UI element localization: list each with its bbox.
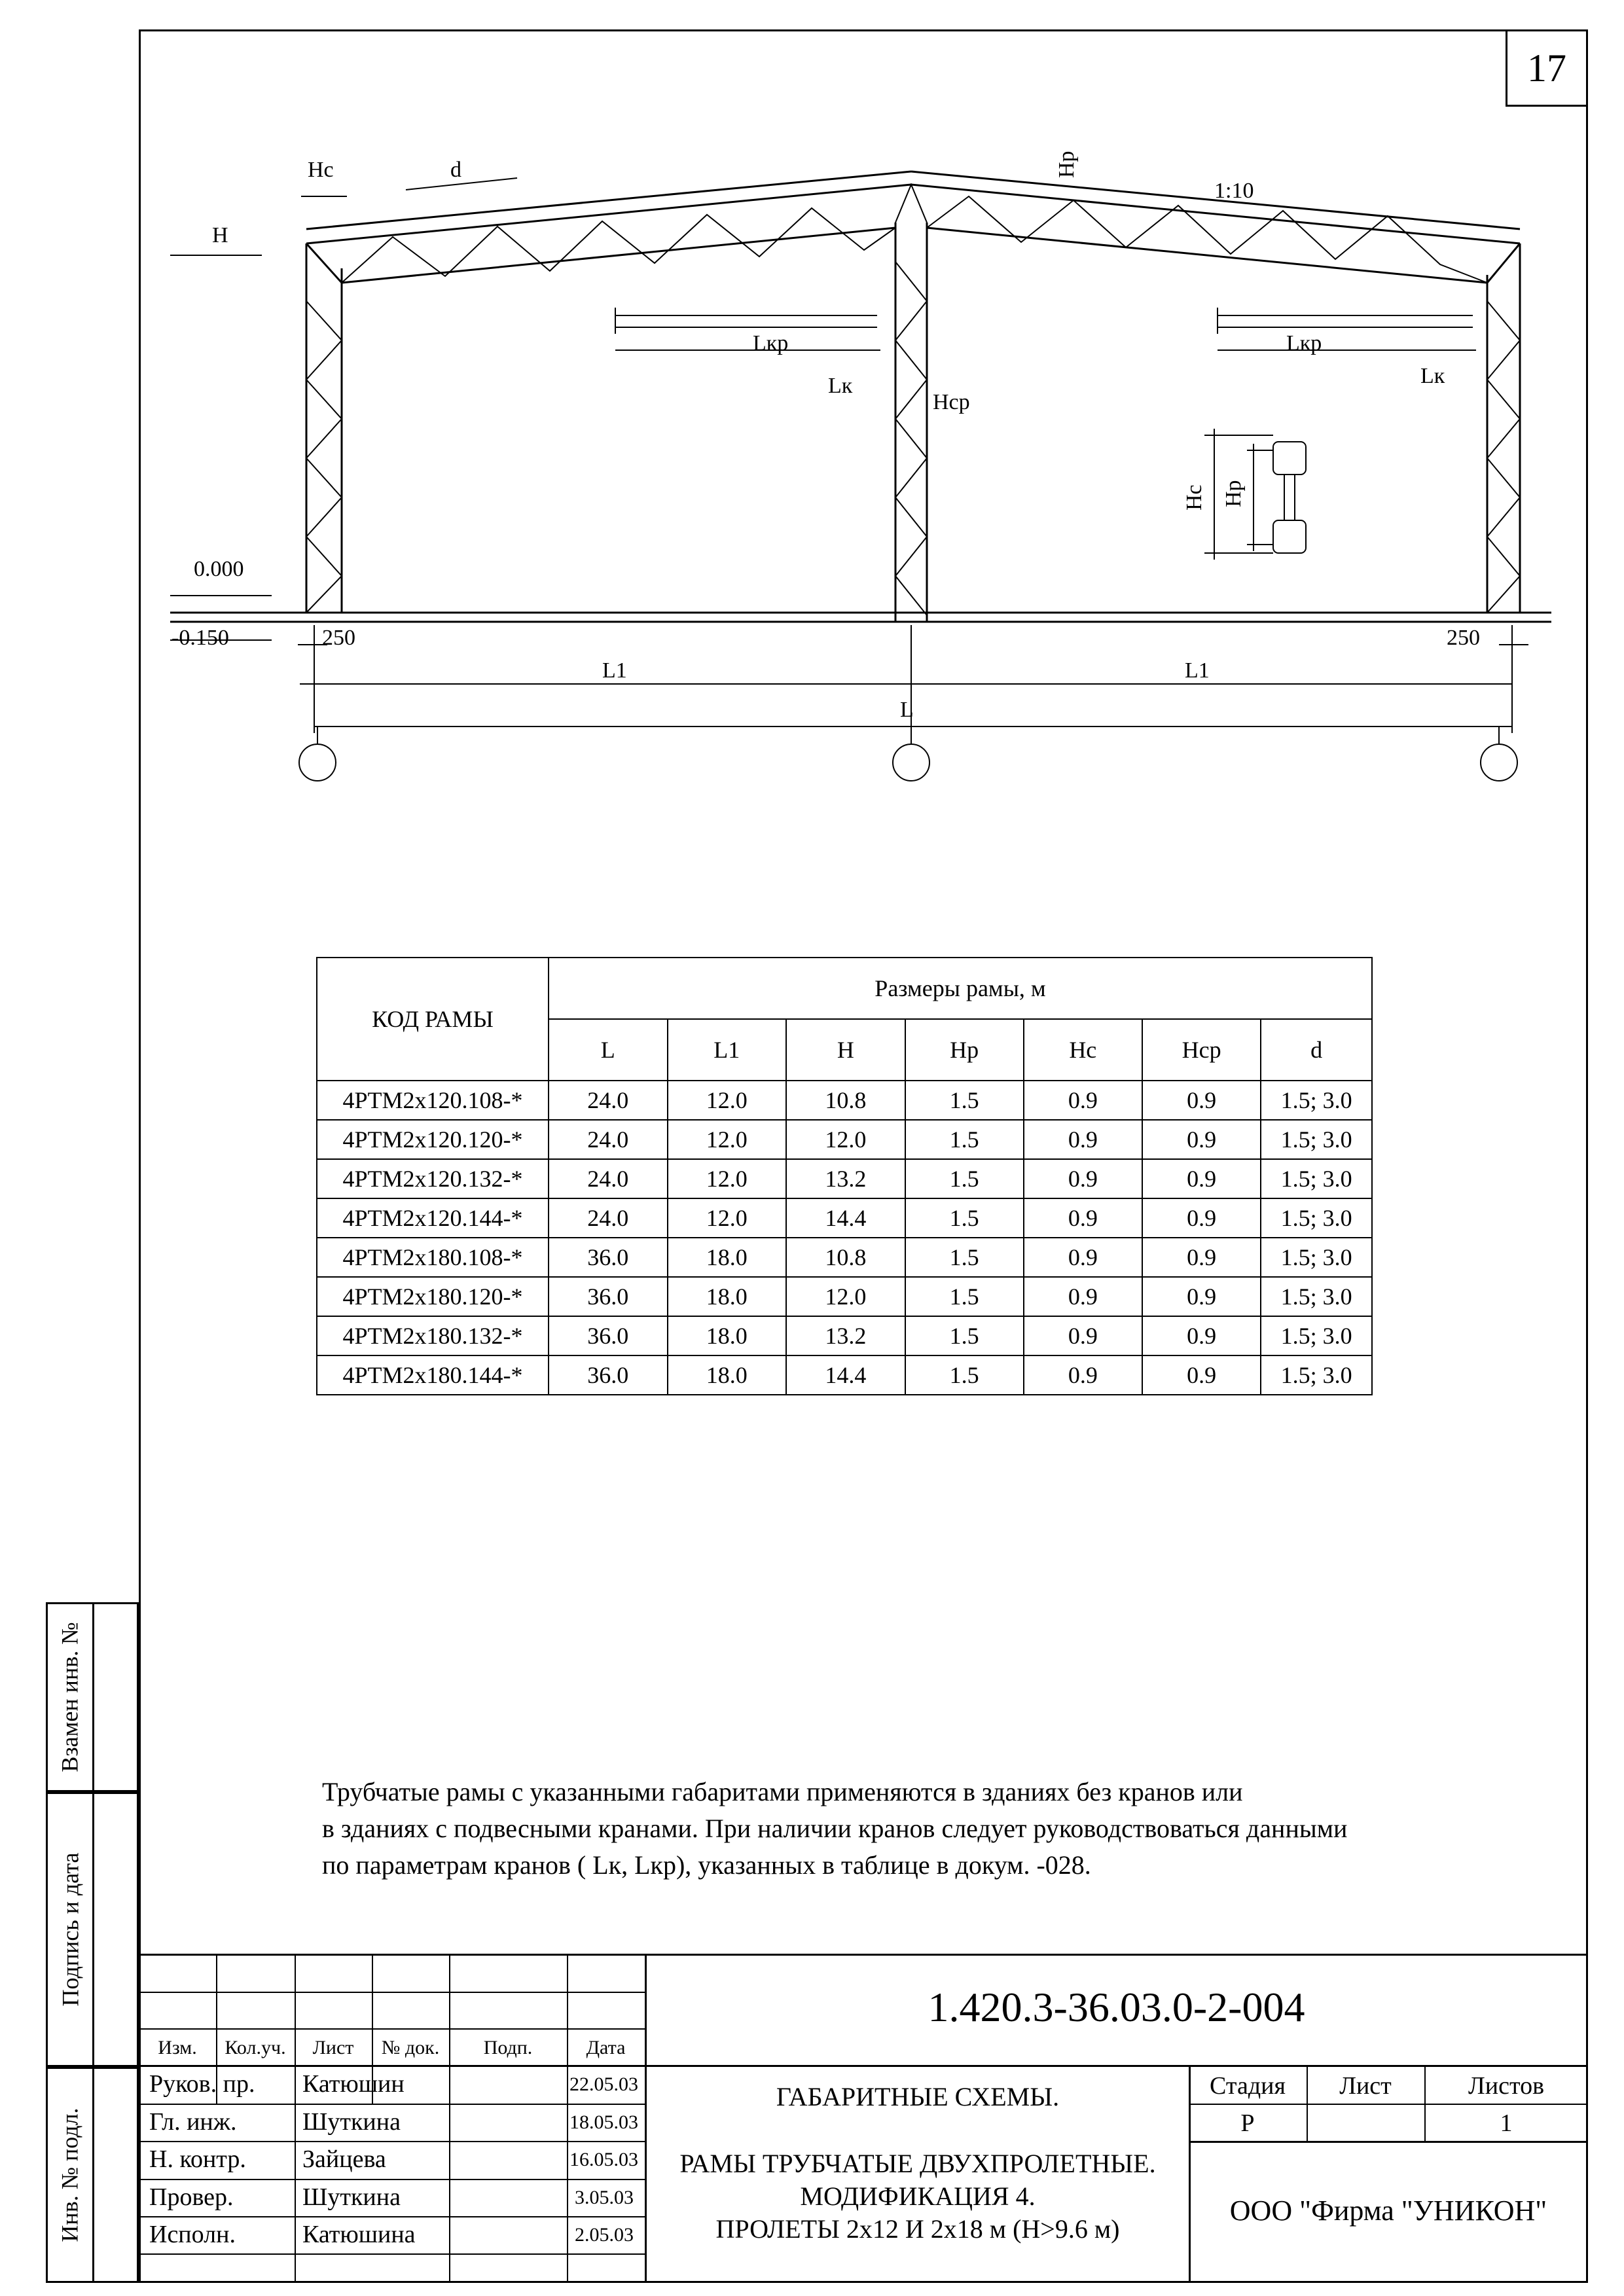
column-header: d bbox=[1261, 1019, 1372, 1081]
stage-value: Р bbox=[1240, 2109, 1255, 2137]
side-stamp-inv-orig bbox=[46, 2067, 139, 2283]
table-cell: 1.5; 3.0 bbox=[1261, 1277, 1372, 1316]
table-row bbox=[317, 1277, 1372, 1316]
frame-code-cell: 4PTM2x120.132-* bbox=[317, 1159, 549, 1198]
left-column bbox=[306, 243, 342, 613]
table-cell: 24.0 bbox=[549, 1081, 668, 1120]
table-cell: 36.0 bbox=[549, 1238, 668, 1277]
title-line-2: РАМЫ ТРУБЧАТЫЕ ДВУХПРОЛЕТНЫЕ. bbox=[679, 2149, 1156, 2178]
table-cell: 12.0 bbox=[668, 1120, 787, 1159]
label-hc-top: Hc bbox=[308, 158, 334, 182]
signer-role-1: Руков. пр. bbox=[149, 2070, 255, 2098]
table-cell: 0.9 bbox=[1142, 1355, 1261, 1395]
right-crane-rail bbox=[1218, 308, 1476, 350]
label-h: H bbox=[212, 223, 228, 247]
column-header: L1 bbox=[668, 1019, 787, 1081]
table-cell: 10.8 bbox=[786, 1081, 905, 1120]
table-cell: 12.0 bbox=[786, 1120, 905, 1159]
left-crane-rail bbox=[615, 308, 880, 350]
dimension-lines bbox=[170, 178, 1528, 733]
stage-label: Стадия bbox=[1210, 2072, 1286, 2100]
table-row bbox=[317, 1081, 1372, 1120]
label-l: L bbox=[900, 698, 914, 722]
frame-code-cell: 4PTM2x180.108-* bbox=[317, 1238, 549, 1277]
column-header: L bbox=[549, 1019, 668, 1081]
table-cell: 14.4 bbox=[786, 1198, 905, 1238]
side-label-inv-orig: Инв. № подл. bbox=[57, 2108, 83, 2242]
side-stamp-sign-date bbox=[46, 1792, 139, 2067]
table-row bbox=[317, 1159, 1372, 1198]
frame-code-cell: 4PTM2x120.144-* bbox=[317, 1198, 549, 1238]
note-line-3: по параметрам кранов ( Lк, Lкр), указанных в таблице в докум. -028. bbox=[322, 1850, 1091, 1880]
axis-marker-left bbox=[299, 744, 336, 781]
table-cell: 0.9 bbox=[1024, 1277, 1142, 1316]
sheet-label: Лист bbox=[1339, 2072, 1392, 2100]
note-text bbox=[322, 1774, 1347, 1884]
table-cell: 13.2 bbox=[786, 1316, 905, 1355]
table-cell: 0.9 bbox=[1142, 1316, 1261, 1355]
frame-code-cell: 4PTM2x120.108-* bbox=[317, 1081, 549, 1120]
table-cell: 1.5 bbox=[905, 1198, 1024, 1238]
label-l1-left: L1 bbox=[602, 658, 627, 683]
col-header-list: Лист bbox=[312, 2037, 354, 2058]
signer-date-2: 18.05.03 bbox=[569, 2111, 638, 2133]
group-header: Размеры рамы, м bbox=[549, 958, 1372, 1019]
axis-marker-center bbox=[893, 744, 929, 781]
label-hc-detail: Hc bbox=[1182, 484, 1206, 511]
table-cell: 1.5; 3.0 bbox=[1261, 1081, 1372, 1120]
table-cell: 1.5; 3.0 bbox=[1261, 1355, 1372, 1395]
label-lk-left: Lк bbox=[828, 374, 853, 398]
label-elev-0: 0.000 bbox=[194, 557, 244, 581]
col-header-date: Дата bbox=[586, 2037, 626, 2058]
table-body bbox=[317, 1081, 1372, 1395]
side-label-sign-date: Подпись и дата bbox=[57, 1852, 84, 2007]
side-stamp-replace-inv bbox=[46, 1602, 139, 1792]
sheet-number: 17 bbox=[1506, 29, 1588, 107]
frame-code-cell: 4PTM2x180.132-* bbox=[317, 1316, 549, 1355]
frame-elevation-drawing bbox=[0, 0, 1624, 812]
right-column bbox=[1487, 243, 1520, 613]
signer-name-1: Катюшин bbox=[302, 2070, 405, 2098]
table-cell: 1.5 bbox=[905, 1355, 1024, 1395]
signer-role-2: Гл. инж. bbox=[149, 2108, 237, 2136]
table-row bbox=[317, 1355, 1372, 1395]
table-cell: 12.0 bbox=[786, 1277, 905, 1316]
table-cell: 24.0 bbox=[549, 1198, 668, 1238]
table-cell: 1.5 bbox=[905, 1159, 1024, 1198]
table-cell: 13.2 bbox=[786, 1159, 905, 1198]
table-row bbox=[317, 1198, 1372, 1238]
code-header: КОД РАМЫ bbox=[317, 958, 549, 1081]
sheets-value: 1 bbox=[1500, 2109, 1513, 2137]
doc-code: 1.420.3-36.03.0-2-004 bbox=[928, 1984, 1305, 2030]
frame-dimensions-table bbox=[316, 957, 1373, 1395]
table-cell: 12.0 bbox=[668, 1198, 787, 1238]
col-header-izm: Изм. bbox=[158, 2037, 197, 2058]
signer-date-4: 3.05.03 bbox=[575, 2187, 634, 2208]
table-cell: 0.9 bbox=[1142, 1198, 1261, 1238]
table-cell: 18.0 bbox=[668, 1277, 787, 1316]
table-cell: 0.9 bbox=[1024, 1081, 1142, 1120]
table-cell: 36.0 bbox=[549, 1355, 668, 1395]
table-cell: 36.0 bbox=[549, 1316, 668, 1355]
table-cell: 18.0 bbox=[668, 1238, 787, 1277]
table-cell: 1.5 bbox=[905, 1316, 1024, 1355]
signer-name-3: Зайцева bbox=[302, 2145, 386, 2173]
label-lk-right: Lк bbox=[1420, 364, 1445, 388]
label-lkp-left: Lкр bbox=[753, 331, 789, 355]
signer-role-5: Исполн. bbox=[149, 2221, 236, 2248]
table-cell: 0.9 bbox=[1142, 1159, 1261, 1198]
label-hp-top: Hp bbox=[1055, 151, 1079, 178]
company-name: ООО "Фирма "УНИКОН" bbox=[1229, 2195, 1547, 2227]
label-elev-neg: -0.150 bbox=[171, 626, 229, 650]
column-header: Hc bbox=[1024, 1019, 1142, 1081]
table-cell: 1.5; 3.0 bbox=[1261, 1159, 1372, 1198]
table-row bbox=[317, 1120, 1372, 1159]
col-header-koluch: Кол.уч. bbox=[225, 2037, 286, 2058]
label-hcp: Hср bbox=[933, 390, 970, 414]
note-line-2: в зданиях с подвесными кранами. При наличии кранов следует руководствоваться данными bbox=[322, 1814, 1348, 1843]
axis-marker-right bbox=[1481, 744, 1517, 781]
signer-name-2: Шуткина bbox=[302, 2108, 401, 2136]
title-line-1: ГАБАРИТНЫЕ СХЕМЫ. bbox=[776, 2082, 1060, 2111]
signer-date-3: 16.05.03 bbox=[569, 2149, 638, 2170]
table-cell: 12.0 bbox=[668, 1081, 787, 1120]
col-header-sign: Подп. bbox=[483, 2037, 533, 2058]
table-row bbox=[317, 1238, 1372, 1277]
title-line-4: ПРОЛЕТЫ 2х12 И 2х18 м (Н>9.6 м) bbox=[715, 2214, 1120, 2244]
column-header: Hcp bbox=[1142, 1019, 1261, 1081]
table-cell: 24.0 bbox=[549, 1120, 668, 1159]
table-cell: 1.5; 3.0 bbox=[1261, 1316, 1372, 1355]
signer-role-3: Н. контр. bbox=[149, 2145, 246, 2173]
column-header: H bbox=[786, 1019, 905, 1081]
label-dim-250-right: 250 bbox=[1447, 626, 1480, 650]
table-cell: 1.5; 3.0 bbox=[1261, 1238, 1372, 1277]
table-cell: 10.8 bbox=[786, 1238, 905, 1277]
table-cell: 0.9 bbox=[1142, 1081, 1261, 1120]
label-d: d bbox=[450, 158, 461, 182]
table-cell: 1.5 bbox=[905, 1120, 1024, 1159]
table-cell: 36.0 bbox=[549, 1277, 668, 1316]
table-cell: 0.9 bbox=[1024, 1198, 1142, 1238]
table-cell: 1.5 bbox=[905, 1081, 1024, 1120]
frame-code-cell: 4PTM2x180.120-* bbox=[317, 1277, 549, 1316]
label-hp-detail: Hp bbox=[1221, 480, 1246, 507]
table-cell: 1.5 bbox=[905, 1238, 1024, 1277]
table-cell: 12.0 bbox=[668, 1159, 787, 1198]
table-cell: 0.9 bbox=[1024, 1316, 1142, 1355]
side-label-replace-inv: Взамен инв. № bbox=[57, 1622, 83, 1772]
signer-name-4: Шуткина bbox=[302, 2183, 401, 2211]
signer-role-4: Провер. bbox=[149, 2183, 234, 2211]
label-slope: 1:10 bbox=[1214, 179, 1254, 203]
left-roof-truss bbox=[306, 171, 911, 283]
title-line-3: МОДИФИКАЦИЯ 4. bbox=[800, 2181, 1036, 2211]
table-cell: 18.0 bbox=[668, 1316, 787, 1355]
table-cell: 0.9 bbox=[1024, 1355, 1142, 1395]
table-cell: 0.9 bbox=[1024, 1238, 1142, 1277]
table-cell: 0.9 bbox=[1142, 1120, 1261, 1159]
sheets-label: Листов bbox=[1468, 2072, 1545, 2100]
table-cell: 18.0 bbox=[668, 1355, 787, 1395]
table-cell: 1.5; 3.0 bbox=[1261, 1120, 1372, 1159]
column-header: Hp bbox=[905, 1019, 1024, 1081]
table-cell: 0.9 bbox=[1142, 1277, 1261, 1316]
label-lkp-right: Lкр bbox=[1286, 331, 1322, 355]
signer-date-1: 22.05.03 bbox=[569, 2073, 638, 2095]
label-dim-250-left: 250 bbox=[322, 626, 355, 650]
signer-date-5: 2.05.03 bbox=[575, 2224, 634, 2246]
frame-code-cell: 4PTM2x180.144-* bbox=[317, 1355, 549, 1395]
col-header-doc-no: № док. bbox=[381, 2037, 440, 2058]
table-row bbox=[317, 1316, 1372, 1355]
table-cell: 24.0 bbox=[549, 1159, 668, 1198]
table-cell: 0.9 bbox=[1024, 1159, 1142, 1198]
table-cell: 1.5 bbox=[905, 1277, 1024, 1316]
note-line-1: Трубчатые рамы с указанными габаритами применяются в зданиях без кранов или bbox=[322, 1777, 1243, 1806]
table-cell: 0.9 bbox=[1142, 1238, 1261, 1277]
signer-name-5: Катюшина bbox=[302, 2221, 416, 2248]
table-cell: 0.9 bbox=[1024, 1120, 1142, 1159]
label-l1-right: L1 bbox=[1185, 658, 1210, 683]
center-column bbox=[895, 185, 927, 622]
rail-section-detail bbox=[1204, 429, 1306, 560]
table-cell: 14.4 bbox=[786, 1355, 905, 1395]
table-cell: 1.5; 3.0 bbox=[1261, 1198, 1372, 1238]
frame-code-cell: 4PTM2x120.120-* bbox=[317, 1120, 549, 1159]
